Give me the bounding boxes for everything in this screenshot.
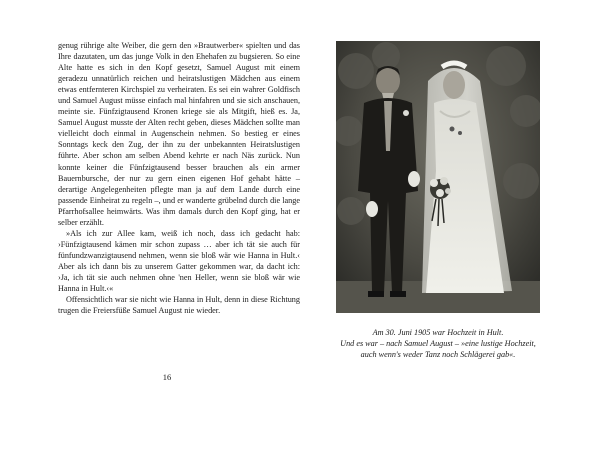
paragraph-3: Offensichtlich war sie nicht wie Hanna in Hult, denn in diese Richtung trugen die Freiersfüße Samuel August nie wieder. bbox=[58, 295, 300, 316]
caption-line-3: auch wenn's weder Tanz noch Schlägerei gab«. bbox=[360, 350, 516, 360]
page-number: 16 bbox=[162, 372, 172, 382]
caption-line-2: Und es war – nach Samuel August – »eine lustige Hochzeit, bbox=[340, 339, 536, 349]
paragraph-2: »Als ich zur Allee kam, weiß ich noch, dass ich gedacht hab: ›Fünfzigtausend kämen mir schon zupass … aber ich tät sie auch für fünfundzwanzigtausend nehmen, wenn sie bloß wär wie Hanna in Hult.‹ Aber als ich dann bis zu unserem Gatter gekommen war, da dacht ich: ›Ja, ich tät sie auch nehmen ohne 'nen Heller, wenn sie bloß wär wie Hanna in Hult.‹« bbox=[58, 228, 300, 294]
left-page-text bbox=[58, 40, 300, 316]
photo-caption bbox=[312, 327, 564, 361]
paragraph-1: genug rührige alte Weiber, die gern den »Brautwerber« spielten und das Ihre dazutaten, um das junge Volk in den Ehehafen zu bugsieren. So eine Alte hatte es sich in den Kopf gesetzt, Samuel August mit einem geradezu unnatürlich reichen und heiratslustigen Mädchen aus einem etwas entfernteren Kirchspiel zu verheiraten. Es sei ein wahrer Goldfisch und Samuel August müsse einfach mal hinfahren und sie sich anschauen, meinte sie. Fünfzigtausend Kronen kriege sie als Mitgift, hieß es. Ja, Samuel August musste der Alten recht geben, dieses Mädchen sollte man vielleicht doch einmal in Augenschein nehmen. So bestieg er eines Sonntags keck den Zug, der ihn zu der unbekannten Heiratslustigen führte. Aber schon am selben Abend kehrte er nach Näs zurück. Nun konnte keiner die Fünfzigtausend besser brauchen als ein armer Bauernbursche, der nur zu gern einen eigenen Hof gehabt hätte – derartige Angelegenheiten pflegte man ja auf dem Lande durch eine passende Einheirat zu regeln –, und er wanderte grübelnd durch die lange Pfarrhofsallee heimwärts. Was ihm damals durch den Kopf ging, hat er selber erzählt. bbox=[58, 41, 300, 227]
caption-line-1: Am 30. Juni 1905 war Hochzeit in Hult. bbox=[372, 328, 504, 337]
wedding-photo bbox=[336, 41, 540, 313]
